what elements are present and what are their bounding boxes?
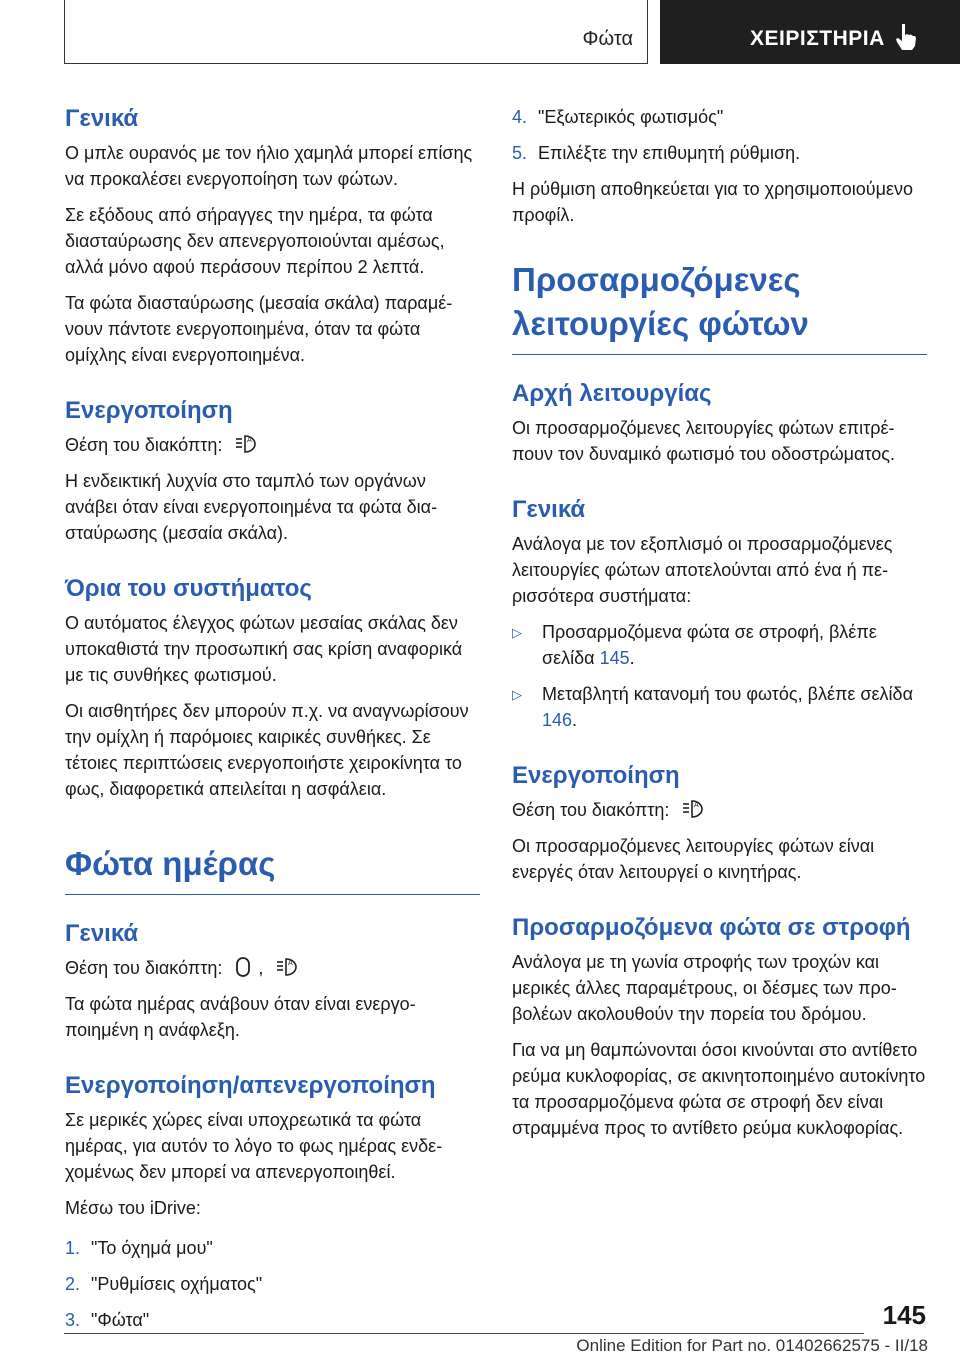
paragraph: Σε εξόδους από σήραγγες την ημέρα, τα φώτα διασταύρωσης δεν απενεργοποιούνται αμέσως, αλλά μόνο αφού περάσουν περίπου 2 λεπτά. <box>65 205 445 277</box>
heading-daytime-lights: Φώτα ημέρας <box>65 842 480 895</box>
paragraph: Ανάλογα με τη γωνία στροφής των τροχών και μερικές άλλες παραμέτρους, οι δέσμες των προβολέων ακολουθούν την πορεία του δρόμου. <box>512 952 897 1024</box>
heading-general-1: Γενικά <box>65 105 139 132</box>
paragraph: Οι προσαρμοζόμενες λειτουργίες φώτων είναι ενεργές όταν λειτουργεί ο κινητήρας. <box>512 836 875 882</box>
list-text: "Φώτα" <box>91 1310 150 1330</box>
page-link[interactable]: 145 <box>599 648 630 668</box>
switch-off-icon <box>233 956 253 978</box>
paragraph: Τα φώτα ημέρας ανάβουν όταν είναι ενεργοποιημένη η ανάφλεξη. <box>65 994 416 1040</box>
list-item <box>512 619 927 671</box>
list-number: 5. <box>512 143 528 163</box>
svg-text:A: A <box>247 436 253 444</box>
heading-general-3: Γενικά <box>512 496 586 523</box>
svg-text:A: A <box>288 959 294 967</box>
heading-principle: Αρχή λειτουργίας <box>512 380 712 407</box>
heading-adaptive-light-functions: Προσαρμοζόμενες λειτουργίες φώτων <box>512 258 927 355</box>
paragraph: Η ρύθμιση αποθηκεύεται για το χρησιμοποιούμενο προφίλ. <box>512 179 913 225</box>
list-number: 3. <box>65 1310 81 1330</box>
list-item <box>512 104 927 130</box>
left-column <box>65 104 480 1343</box>
paragraph: Οι αισθητήρες δεν μπορούν π.χ. να αναγνωρίσουν την ομίχλη ή παρόμοιες καιρικές συνθήκες. Σε τέτοιες περιπτώσεις ενεργοποιήστε χειροκίνητα το φως, διαφορετικά απειλείται η ασφάλεια. <box>65 701 469 799</box>
heading-activation-deactivation: Ενεργοποίηση/απενεργοποίηση <box>65 1072 436 1099</box>
list-number: 4. <box>512 107 528 127</box>
header-section-box <box>64 0 648 64</box>
list-text: Προσαρμοζόμενα φώτα σε στροφή, βλέπε σελίδα 145. <box>542 622 877 668</box>
heading-adaptive-curve-lights: Προσαρμοζόμενα φώτα σε στροφή <box>512 914 911 941</box>
section-title: Φώτα <box>582 28 633 50</box>
paragraph: Ο αυτόματος έλεγχος φώτων μεσαίας σκάλας δεν υποκαθιστά την προσωπική σας κρίση αναφορικά με τις συνθήκες φωτισμού. <box>65 613 463 685</box>
auto-headlight-icon <box>233 433 259 455</box>
paragraph: Μέσω του iDrive: <box>65 1198 201 1218</box>
list-text: "Το όχημά μου" <box>91 1238 213 1258</box>
list-item <box>512 681 927 733</box>
list-text: Επιλέξτε την επιθυμητή ρύθμιση. <box>538 143 801 163</box>
paragraph: Η ενδεικτική λυχνία στο ταμπλό των οργάνων ανάβει όταν είναι ενεργοποιημένα τα φώτα διασταύρωσης (μεσαία σκάλα). <box>65 471 438 543</box>
footer-divider <box>64 1333 864 1334</box>
triangle-bullet-icon: ▷ <box>512 625 522 640</box>
right-column <box>512 104 927 1151</box>
list-number: 2. <box>65 1274 81 1294</box>
paragraph: Οι προσαρμοζόμενες λειτουργίες φώτων επιτρέπουν τον δυναμικό φωτισμό του οδοστρώματος. <box>512 418 895 464</box>
pointing-hand-icon <box>892 22 922 52</box>
switch-position-line <box>65 955 480 981</box>
paragraph: Ο μπλε ουρανός με τον ήλιο χαμηλά μπορεί επίσης να προκαλέσει ενεργοποίηση των φώτων. <box>65 143 473 189</box>
footer-edition: Online Edition for Part no. 01402662575 - II/18 <box>576 1336 928 1355</box>
page-number: 145 <box>882 1300 926 1330</box>
switch-position-label: Θέση του διακόπτη: <box>65 435 223 455</box>
switch-position-label: Θέση του διακόπτη: <box>512 800 670 820</box>
chapter-tab <box>660 0 960 64</box>
triangle-bullet-icon: ▷ <box>512 687 522 702</box>
list-item <box>65 1235 480 1261</box>
heading-system-limits: Όρια του συστήματος <box>65 575 312 602</box>
auto-headlight-icon <box>680 798 706 820</box>
switch-position-line <box>512 797 927 823</box>
list-number: 1. <box>65 1238 81 1258</box>
list-text: "Ρυθμίσεις οχήματος" <box>91 1274 263 1294</box>
switch-position-label: Θέση του διακόπτη: <box>65 958 223 978</box>
list-text: Μεταβλητή κατανομή του φωτός, βλέπε σελίδα 146. <box>542 684 913 730</box>
heading-activation-1: Ενεργοποίηση <box>65 397 233 424</box>
icon-separator: , <box>258 958 264 978</box>
heading-activation-2: Ενεργοποίηση <box>512 762 680 789</box>
paragraph: Τα φώτα διασταύρωσης (μεσαία σκάλα) παραμένουν πάντοτε ενεργοποιημένα, όταν τα φώτα ομίχλης είναι ενεργοποιημένα. <box>65 293 453 365</box>
auto-headlight-icon <box>274 956 300 978</box>
heading-general-2: Γενικά <box>65 920 139 947</box>
paragraph: Για να μη θαμπώνονται όσοι κινούνται στο αντίθετο ρεύμα κυκλοφορίας, σε ακινητοποιημένο αυτοκίνητο τα προσαρμοζόμενα φώτα σε στροφή δεν είναι στραμμένα προς το αντίθετο ρεύμα κυκλοφορίας. <box>512 1040 926 1138</box>
paragraph: Ανάλογα με τον εξοπλισμό οι προσαρμοζόμενες λειτουργίες φώτων αποτελούνται από ένα ή περισσότερα συστήματα: <box>512 534 893 606</box>
paragraph: Σε μερικές χώρες είναι υποχρεωτικά τα φώτα ημέρας, για αυτόν το λόγο το φως ημέρας ενδεχομένως δεν μπορεί να απενεργοποιηθεί. <box>65 1110 443 1182</box>
list-item <box>65 1271 480 1297</box>
svg-text:A: A <box>694 801 700 809</box>
list-text: "Εξωτερικός φωτισμός" <box>538 107 724 127</box>
list-item <box>65 1307 480 1333</box>
page-link[interactable]: 146 <box>542 710 573 730</box>
list-item <box>512 140 927 166</box>
switch-position-line <box>65 432 480 458</box>
chapter-title: ΧΕΙΡΙΣΤΗΡΙΑ <box>750 27 885 50</box>
